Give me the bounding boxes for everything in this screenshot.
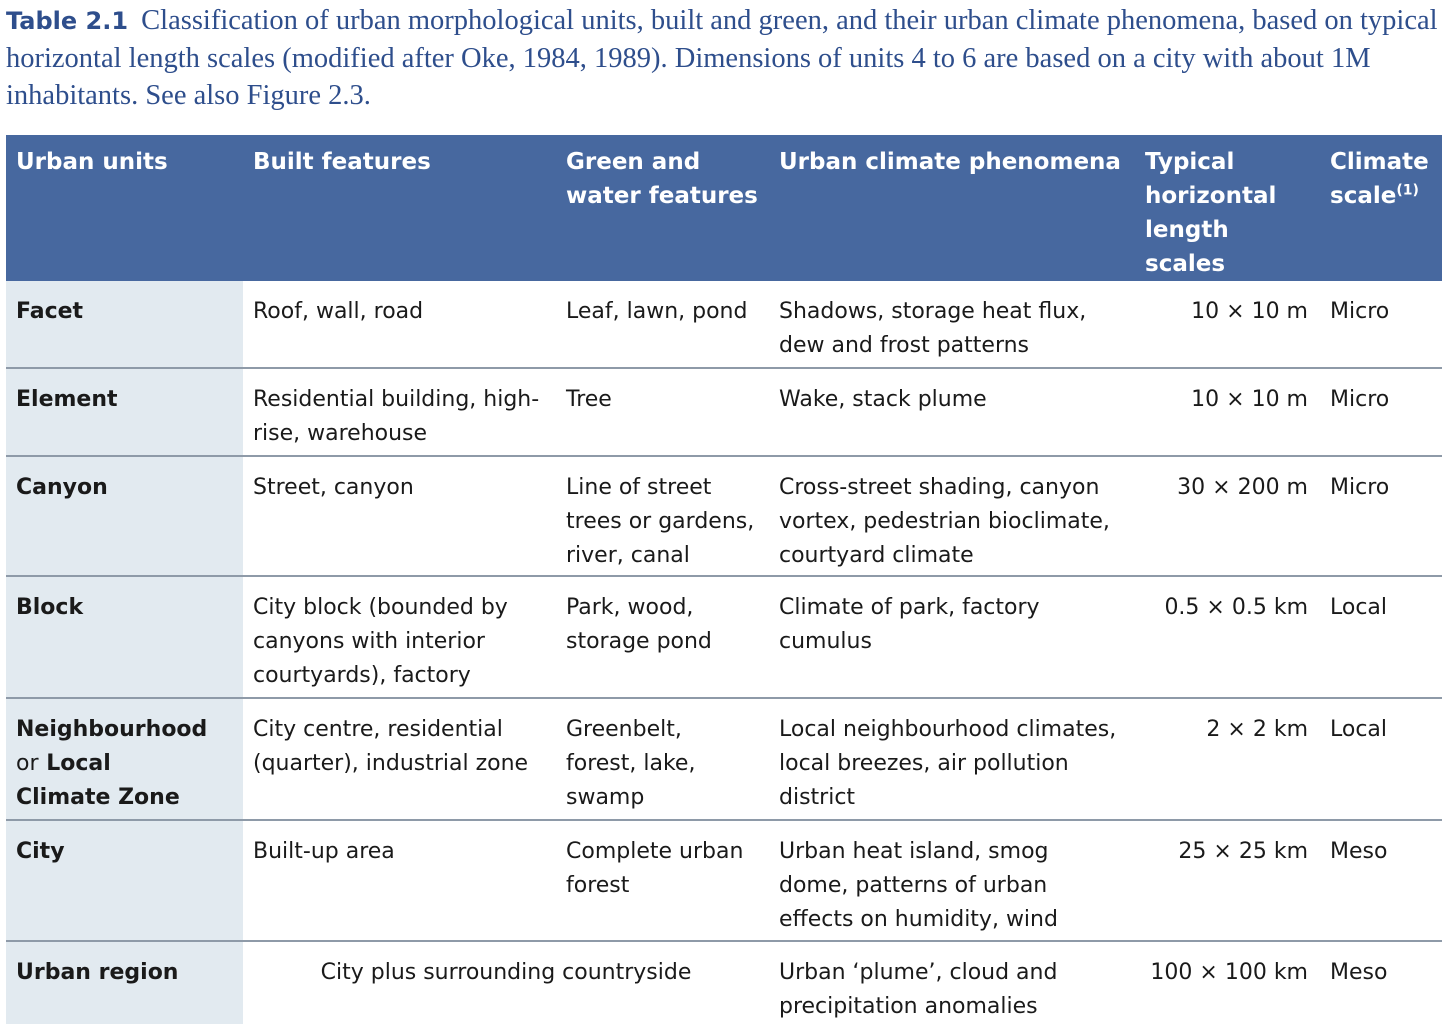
unit-name: Neighbourhood [16,717,208,742]
length-cell: 30 × 200 m [1131,456,1316,576]
table-row [6,941,1442,1024]
phenomena-cell: Cross-street shading, canyon vortex, pedestrian bioclimate, courtyard climate [769,456,1131,576]
scale-cell: Meso [1316,820,1442,941]
length-cell: 10 × 10 m [1131,281,1316,368]
table-row [6,576,1442,698]
scale-cell: Micro [1316,281,1442,368]
header-length-scales: Typical horizontal length scales [1131,135,1316,281]
built-cell: Street, canyon [243,456,556,576]
unit-cell: Urban region [6,941,243,1024]
green-cell: Leaf, lawn, pond [556,281,769,368]
header-urban-units: Urban units [6,135,243,281]
footnote-marker: (1) [1396,182,1419,199]
header-built-features: Built features [243,135,556,281]
unit-cell: City [6,820,243,941]
unit-cell: Element [6,368,243,456]
phenomena-cell: Shadows, storage heat flux, dew and frost patterns [769,281,1131,368]
phenomena-cell: Climate of park, factory cumulus [769,576,1131,698]
table-row [6,281,1442,368]
scale-cell: Local [1316,576,1442,698]
table-caption-text: Classification of urban morphological units, built and green, and their urban climate phenomena, based on typical horizontal length scales (modified after Oke, 1984, 1989). Dimensions of units 4 to 6 are based on a city with about 1M inhabitants. See also Figure 2.3. [6,5,1438,111]
built-cell: Roof, wall, road [243,281,556,368]
phenomena-cell: Urban ‘plume’, cloud and precipitation anomalies [769,941,1131,1024]
phenomena-cell: Local neighbourhood climates, local breezes, air pollution district [769,698,1131,820]
header-climate-scale [1316,135,1442,281]
length-cell: 25 × 25 km [1131,820,1316,941]
phenomena-cell: Urban heat island, smog dome, patterns of urban effects on humidity, wind [769,820,1131,941]
unit-name-alt-cont: Climate Zone [16,785,180,810]
length-cell: 0.5 × 0.5 km [1131,576,1316,698]
green-cell: Line of street trees or gardens, river, canal [556,456,769,576]
unit-cell: Canyon [6,456,243,576]
scale-cell: Meso [1316,941,1442,1024]
built-cell: Residential building, high-rise, warehouse [243,368,556,456]
green-cell: Tree [556,368,769,456]
scale-cell: Micro [1316,368,1442,456]
built-cell: City block (bounded by canyons with interior courtyards), factory [243,576,556,698]
table-row [6,368,1442,456]
built-cell: City centre, residential (quarter), industrial zone [243,698,556,820]
table-header [6,135,1442,281]
length-cell: 2 × 2 km [1131,698,1316,820]
scale-cell: Local [1316,698,1442,820]
classification-table [6,135,1442,1024]
table-body [6,281,1442,1024]
phenomena-cell: Wake, stack plume [769,368,1131,456]
scale-cell: Micro [1316,456,1442,576]
unit-connector: or [16,751,39,776]
green-cell: Park, wood, storage pond [556,576,769,698]
table-row [6,820,1442,941]
length-cell: 10 × 10 m [1131,368,1316,456]
table-row [6,698,1442,820]
unit-cell: Facet [6,281,243,368]
built-green-cell: City plus surrounding countryside [243,941,769,1024]
green-cell: Greenbelt, forest, lake, swamp [556,698,769,820]
green-cell: Complete urban forest [556,820,769,941]
table-label: Table 2.1 [6,7,129,35]
table-row [6,456,1442,576]
unit-cell: Block [6,576,243,698]
unit-name-alt: Local [46,751,111,776]
unit-cell [6,698,243,820]
length-cell: 100 × 100 km [1131,941,1316,1024]
header-green-water-features: Green and water features [556,135,769,281]
header-row [6,135,1442,281]
header-urban-climate-phenomena: Urban climate phenomena [769,135,1131,281]
header-climate-scale-label: Climate scale [1330,149,1429,209]
table-caption [6,2,1442,114]
built-cell: Built-up area [243,820,556,941]
